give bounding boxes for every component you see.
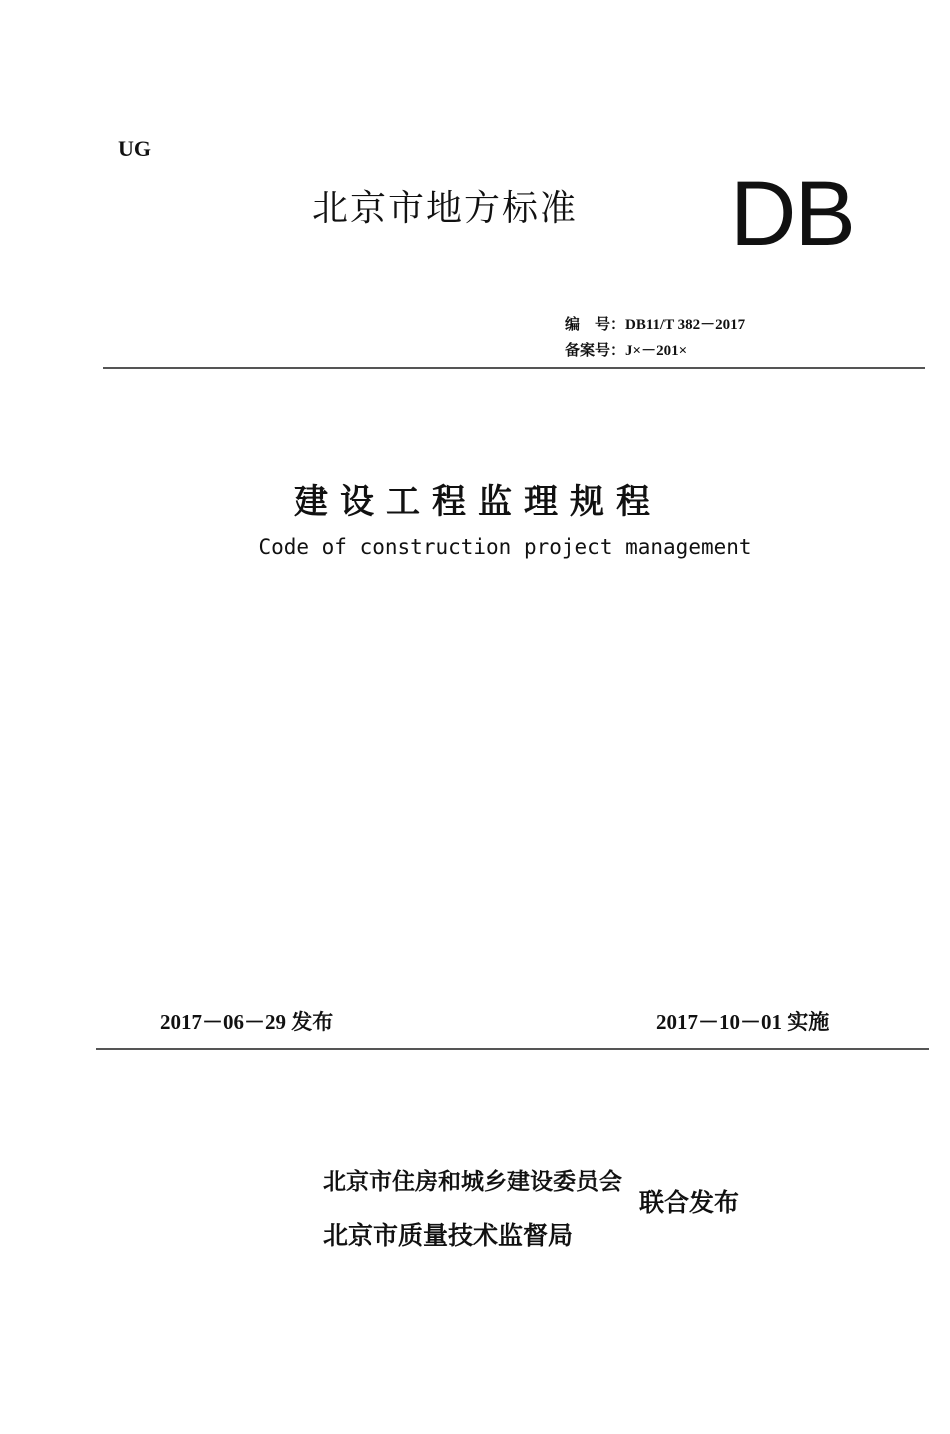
publish-date-value: 2017－06－29 — [160, 1010, 286, 1034]
standard-type-heading: 北京市地方标准 — [312, 188, 579, 229]
document-english-title: Code of construction project management — [258, 535, 752, 559]
top-divider — [103, 367, 925, 369]
publish-date — [160, 1006, 333, 1036]
effective-date — [656, 1006, 829, 1036]
document-title: 建设工程监理规程 — [294, 482, 662, 522]
issuer-quality-bureau: 北京市质量技术监督局 — [323, 1221, 574, 1250]
effective-label: 实施 — [787, 1010, 830, 1034]
standard-number-value: DB11/T 382－2017 — [625, 317, 746, 333]
issuer-housing-commission: 北京市住房和城乡建设委员会 — [323, 1169, 622, 1195]
filing-number-value: J×－201× — [625, 343, 688, 359]
bottom-divider — [96, 1048, 929, 1050]
classification-code: UG — [118, 136, 151, 161]
db-logo: DB — [730, 163, 854, 265]
standard-number-label: 编 号： — [565, 315, 626, 333]
filing-number — [565, 339, 687, 360]
filing-number-label: 备案号： — [565, 341, 626, 359]
standard-number — [565, 313, 745, 334]
publish-label: 发布 — [291, 1010, 334, 1034]
joint-publication-label: 联合发布 — [639, 1188, 740, 1217]
effective-date-value: 2017－10－01 — [656, 1010, 782, 1034]
